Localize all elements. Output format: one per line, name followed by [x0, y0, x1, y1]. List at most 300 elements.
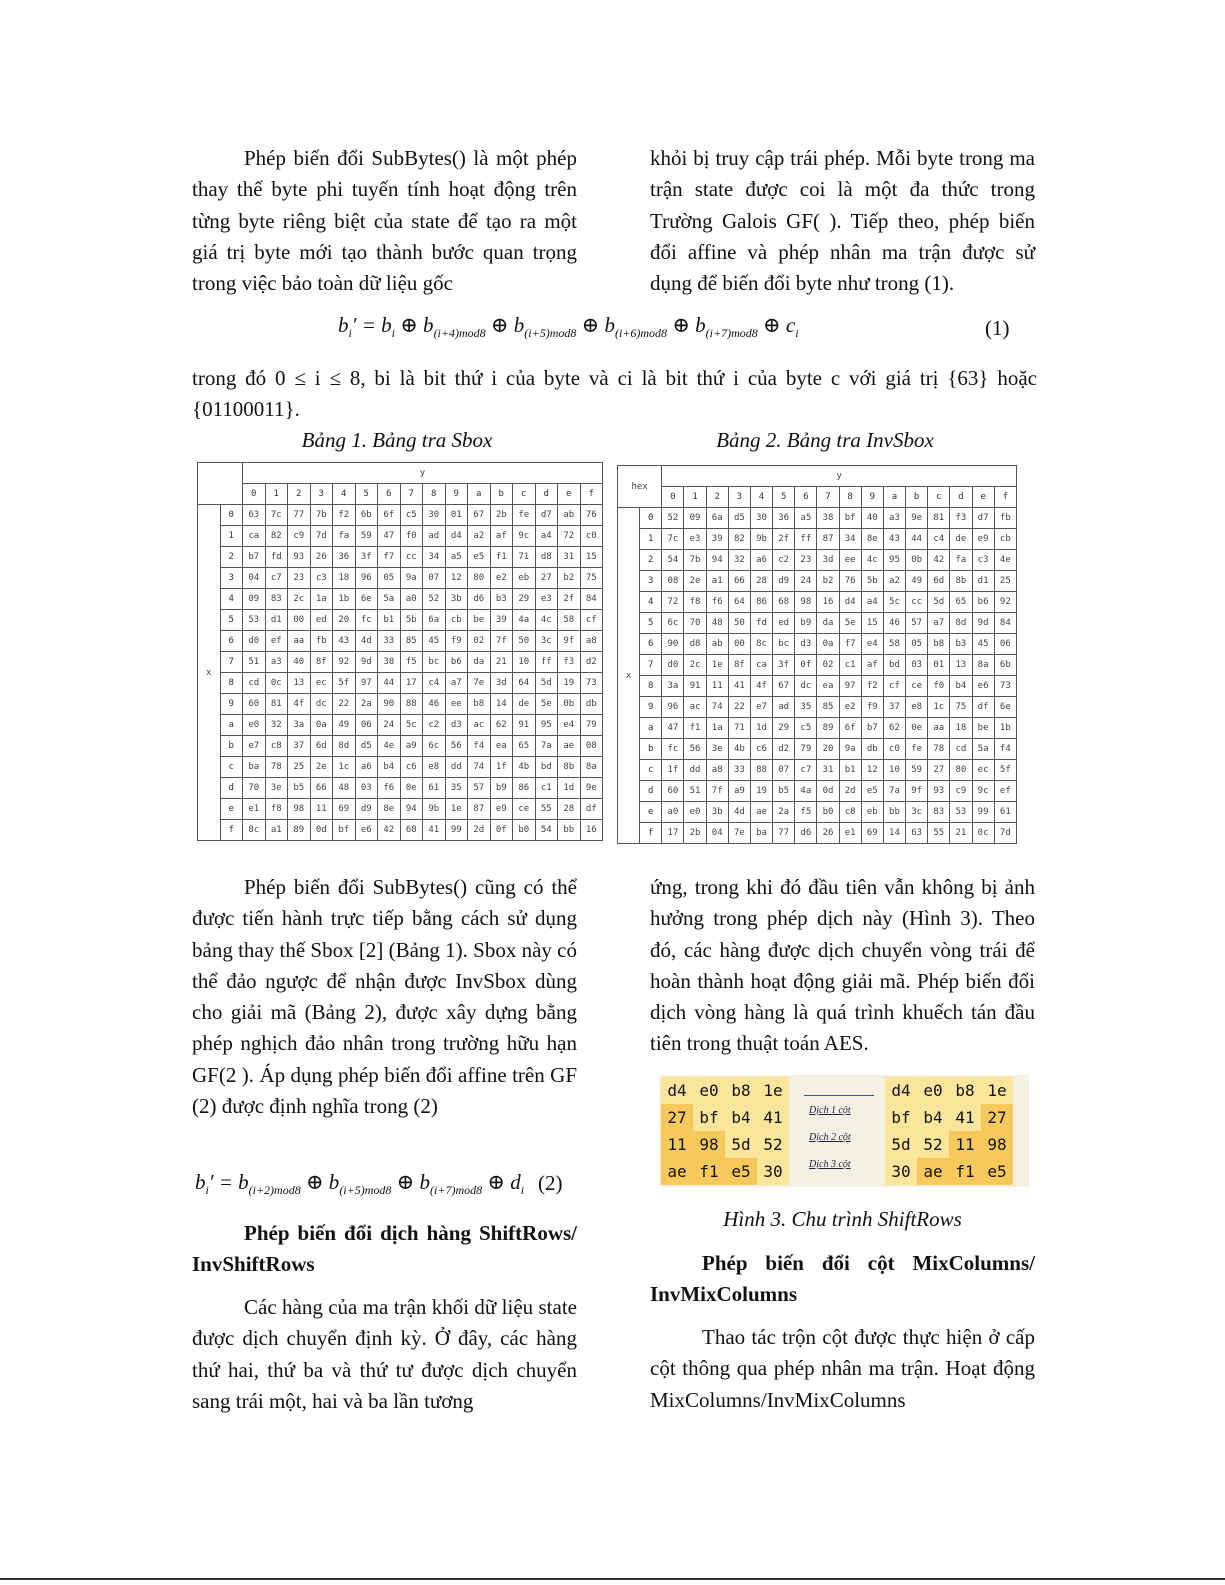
table-cell: fb [994, 508, 1016, 529]
table-cell: 11 [706, 676, 728, 697]
table-cell: d1 [265, 610, 288, 631]
table-cell: 85 [817, 697, 839, 718]
state-byte: e0 [917, 1077, 949, 1104]
table-cell: 87 [468, 799, 491, 820]
table-cell: 4e [994, 550, 1016, 571]
table-cell: 2f [558, 589, 581, 610]
table-cell: 25 [994, 571, 1016, 592]
table-cell: 4c [861, 550, 883, 571]
table-cell: d5 [355, 736, 378, 757]
table-cell: 26 [310, 547, 333, 568]
table-cell: 39 [490, 610, 513, 631]
table-cell: b8 [468, 694, 491, 715]
row-header: 9 [640, 697, 662, 718]
table-cell: 93 [288, 547, 311, 568]
table-cell: 0c [265, 673, 288, 694]
table-cell: 32 [265, 715, 288, 736]
table-row [618, 676, 1017, 697]
table-cell: 4d [355, 631, 378, 652]
table-cell: db [580, 694, 603, 715]
column-axis-label: y [662, 466, 1017, 487]
table-cell: 08 [662, 571, 684, 592]
table-cell: 78 [928, 739, 950, 760]
table-cell: 77 [288, 505, 311, 526]
table-row [618, 802, 1017, 823]
table-cell: e9 [972, 529, 994, 550]
state-byte: bf [885, 1104, 917, 1131]
table-cell: fa [950, 550, 972, 571]
table-cell: 9f [906, 781, 928, 802]
table-cell: d6 [468, 589, 491, 610]
table-cell: d9 [355, 799, 378, 820]
table-cell: bf [839, 508, 861, 529]
table-cell: c8 [839, 802, 861, 823]
state-byte: ae [917, 1158, 949, 1185]
table-cell: b4 [378, 757, 401, 778]
table-cell: cb [994, 529, 1016, 550]
table-cell: c2 [773, 550, 795, 571]
equation-1-number: (1) [985, 316, 1010, 340]
table-cell: af [861, 655, 883, 676]
table-cell: 73 [580, 673, 603, 694]
table-row [198, 736, 603, 757]
shiftrows-text-right [650, 872, 1035, 1060]
table-cell: 6b [355, 505, 378, 526]
table-cell: be [972, 718, 994, 739]
row-header: 8 [220, 673, 243, 694]
table-cell: c5 [795, 718, 817, 739]
table-cell: f4 [994, 739, 1016, 760]
arrow-row-0 [804, 1095, 874, 1096]
state-byte: b4 [725, 1104, 757, 1131]
table-cell: d2 [580, 652, 603, 673]
table-cell: aa [288, 631, 311, 652]
figure-3-caption: Hình 3. Chu trình ShiftRows [723, 1207, 962, 1231]
table-cell: 3e [706, 739, 728, 760]
subbytes-intro-right [650, 143, 1035, 299]
table-cell: 02 [817, 655, 839, 676]
table-cell: 8c [750, 634, 772, 655]
table-cell: 5a [972, 739, 994, 760]
table-cell: e2 [490, 568, 513, 589]
table-cell: e6 [355, 820, 378, 841]
table-cell: 62 [883, 718, 905, 739]
table-cell: 1f [662, 760, 684, 781]
table-cell: e9 [490, 799, 513, 820]
table-cell: f1 [490, 547, 513, 568]
table-cell: a8 [580, 631, 603, 652]
table-cell: c0 [883, 739, 905, 760]
table-cell: 97 [355, 673, 378, 694]
table-cell: 6e [355, 589, 378, 610]
table-cell: 50 [728, 613, 750, 634]
table-cell: 48 [333, 778, 356, 799]
table-cell: ef [265, 631, 288, 652]
table-cell: 5e [839, 613, 861, 634]
column-header: 8 [839, 487, 861, 508]
table-cell: 65 [513, 736, 536, 757]
table-cell: 6b [994, 655, 1016, 676]
table-cell: 34 [839, 529, 861, 550]
table-cell: b6 [972, 592, 994, 613]
table-cell: 53 [950, 802, 972, 823]
table-cell: a7 [445, 673, 468, 694]
table-cell: 2e [684, 571, 706, 592]
column-header: 7 [400, 484, 423, 505]
table-cell: ca [243, 526, 266, 547]
table-cell: 46 [423, 694, 446, 715]
table-cell: 5b [861, 571, 883, 592]
state-byte: ae [661, 1158, 693, 1185]
table-cell: 68 [400, 820, 423, 841]
table-cell: a2 [883, 571, 905, 592]
table-cell: 5d [928, 592, 950, 613]
table-corner [198, 463, 243, 505]
table-cell: 36 [333, 547, 356, 568]
table-cell: 43 [333, 631, 356, 652]
table-cell: b8 [928, 634, 950, 655]
table-cell: 25 [288, 757, 311, 778]
row-header: 7 [220, 652, 243, 673]
table-cell: a6 [355, 757, 378, 778]
table-cell: de [513, 694, 536, 715]
column-header: b [906, 487, 928, 508]
table-row [618, 508, 1017, 529]
column-header: 8 [423, 484, 446, 505]
table-cell: 3c [906, 802, 928, 823]
table-cell: 0e [906, 718, 928, 739]
table-cell: 23 [288, 568, 311, 589]
state-byte: 98 [693, 1131, 725, 1158]
table-cell: ee [839, 550, 861, 571]
table-cell: 35 [445, 778, 468, 799]
table-cell: 91 [684, 676, 706, 697]
table-row [618, 529, 1017, 550]
column-header: a [468, 484, 491, 505]
table-cell: 44 [378, 673, 401, 694]
row-header: 4 [220, 589, 243, 610]
column-header: 4 [333, 484, 356, 505]
table-cell: b9 [795, 613, 817, 634]
table-cell: 2c [288, 589, 311, 610]
table-cell: e5 [861, 781, 883, 802]
paragraph: Thao tác trộn cột được thực hiện ở cấp cột thông qua phép nhân ma trận. Hoạt động MixColumns/InvMixColumns [650, 1325, 1035, 1412]
table-cell: e3 [684, 529, 706, 550]
table-cell: 8d [333, 736, 356, 757]
state-byte: b8 [725, 1077, 757, 1104]
table-cell: 17 [662, 823, 684, 844]
table-cell: 09 [243, 589, 266, 610]
table-cell: 38 [817, 508, 839, 529]
table-cell: c8 [265, 736, 288, 757]
table-cell: 8b [558, 757, 581, 778]
table-cell: cb [445, 610, 468, 631]
table-cell: aa [928, 718, 950, 739]
table-cell: 39 [706, 529, 728, 550]
table-cell: 1e [706, 655, 728, 676]
table-cell: 6d [928, 571, 950, 592]
table-cell: ce [513, 799, 536, 820]
table-cell: d7 [535, 505, 558, 526]
row-header: e [640, 802, 662, 823]
state-byte: 27 [661, 1104, 693, 1131]
paragraph: ứng, trong khi đó đầu tiên vẫn không bị ảnh hưởng trong phép dịch này (Hình 3). Theo đó, các hàng được dịch chuyển vòng trái để hoàn thành hoạt động giải mã. Phép biến đổi dịch vòng hàng là quá trình khuếch tán đầu tiên trong thuật toán AES. [650, 875, 1035, 1056]
table-2-caption: Bảng 2. Bảng tra InvSbox [716, 428, 934, 452]
table-cell: b3 [950, 634, 972, 655]
table-cell: 8a [580, 757, 603, 778]
table-row [198, 820, 603, 841]
table-cell: e7 [243, 736, 266, 757]
table-cell: e8 [906, 697, 928, 718]
table-cell: c5 [400, 505, 423, 526]
table-cell: 81 [265, 694, 288, 715]
table-cell: 89 [817, 718, 839, 739]
table-cell: b7 [861, 718, 883, 739]
table-cell: 51 [243, 652, 266, 673]
table-cell: 5b [400, 610, 423, 631]
table-cell: cc [906, 592, 928, 613]
table-cell: 92 [994, 592, 1016, 613]
table-cell: c6 [750, 739, 772, 760]
table-cell: c7 [265, 568, 288, 589]
column-header: 9 [861, 487, 883, 508]
row-header: 8 [640, 676, 662, 697]
table-cell: dd [445, 757, 468, 778]
row-header: 3 [220, 568, 243, 589]
table-row [198, 799, 603, 820]
row-header: a [640, 718, 662, 739]
table-cell: 65 [950, 592, 972, 613]
table-cell: 5e [535, 694, 558, 715]
table-cell: 95 [535, 715, 558, 736]
table-cell: 92 [333, 652, 356, 673]
table-cell: 6c [423, 736, 446, 757]
table-cell: 07 [773, 760, 795, 781]
state-byte: 11 [949, 1131, 981, 1158]
table-cell: 46 [883, 613, 905, 634]
row-header: 6 [220, 631, 243, 652]
table-cell: 0f [490, 820, 513, 841]
table-cell: 26 [817, 823, 839, 844]
table-cell: 15 [580, 547, 603, 568]
table-cell: 01 [445, 505, 468, 526]
table-cell: 9d [972, 613, 994, 634]
row-axis-label: x [618, 508, 640, 844]
state-byte: b8 [949, 1077, 981, 1104]
table-cell: df [580, 799, 603, 820]
table-cell: 33 [378, 631, 401, 652]
table-cell: 0d [817, 781, 839, 802]
table-cell: 98 [288, 799, 311, 820]
table-cell: 4d [728, 802, 750, 823]
table-cell: 09 [684, 508, 706, 529]
table-row [618, 739, 1017, 760]
table-cell: 4a [513, 610, 536, 631]
table-cell: c1 [535, 778, 558, 799]
table-cell: 63 [243, 505, 266, 526]
table-cell: b1 [378, 610, 401, 631]
table-cell: 14 [883, 823, 905, 844]
table-cell: 4b [513, 757, 536, 778]
table-cell: 58 [883, 634, 905, 655]
table-cell: e8 [423, 757, 446, 778]
table-cell: 3c [535, 631, 558, 652]
table-cell: 01 [928, 655, 950, 676]
table-cell: bc [423, 652, 446, 673]
table-cell: 1d [558, 778, 581, 799]
table-cell: a1 [706, 571, 728, 592]
table-cell: 78 [265, 757, 288, 778]
row-header: 0 [640, 508, 662, 529]
table-row [618, 634, 1017, 655]
table-cell: 5f [994, 760, 1016, 781]
table-cell: 34 [423, 547, 446, 568]
table-cell: 7d [994, 823, 1016, 844]
table-cell: f9 [445, 631, 468, 652]
table-cell: 37 [288, 736, 311, 757]
table-cell: 79 [580, 715, 603, 736]
row-header: 1 [220, 526, 243, 547]
table-cell: 24 [378, 715, 401, 736]
row-header: 4 [640, 592, 662, 613]
arrow-label-2: Dịch 2 cột [809, 1132, 851, 1143]
table-cell: bd [535, 757, 558, 778]
table-cell: 28 [558, 799, 581, 820]
table-cell: f5 [400, 652, 423, 673]
equation-2-number: (2) [538, 1171, 563, 1195]
table-cell: ea [817, 676, 839, 697]
table-cell: dd [684, 760, 706, 781]
table-cell: 17 [400, 673, 423, 694]
table-cell: e4 [861, 634, 883, 655]
column-header: e [558, 484, 581, 505]
table-cell: f3 [558, 652, 581, 673]
table-cell: 21 [950, 823, 972, 844]
page-bottom-rule [0, 1578, 1225, 1580]
table-cell: 16 [580, 820, 603, 841]
table-cell: 36 [773, 508, 795, 529]
table-cell: 7f [706, 781, 728, 802]
table-row [618, 550, 1017, 571]
table-cell: 88 [750, 760, 772, 781]
table-row [198, 652, 603, 673]
table-cell: ad [773, 697, 795, 718]
table-cell: b2 [558, 568, 581, 589]
table-cell: d0 [243, 631, 266, 652]
table-cell: fb [310, 631, 333, 652]
table-cell: f9 [861, 697, 883, 718]
table-cell: a3 [265, 652, 288, 673]
table-cell: 8e [861, 529, 883, 550]
table-cell: 1c [928, 697, 950, 718]
state-after-grid [885, 1077, 1013, 1185]
table-cell: bd [883, 655, 905, 676]
table-cell: 06 [994, 634, 1016, 655]
table-cell: 14 [490, 694, 513, 715]
column-header: 0 [243, 484, 266, 505]
table-cell: f2 [861, 676, 883, 697]
row-header: 0 [220, 505, 243, 526]
column-header: 2 [288, 484, 311, 505]
table-row [618, 697, 1017, 718]
table-cell: 72 [662, 592, 684, 613]
table-cell: 30 [423, 505, 446, 526]
table-cell: ad [423, 526, 446, 547]
table-cell: 5c [883, 592, 905, 613]
table-cell: 96 [662, 697, 684, 718]
table-cell: 4f [288, 694, 311, 715]
table-cell: a8 [706, 760, 728, 781]
table-cell: 1a [706, 718, 728, 739]
table-cell: 74 [706, 697, 728, 718]
table-cell: 59 [906, 760, 928, 781]
table-cell: da [468, 652, 491, 673]
table-cell: f8 [265, 799, 288, 820]
table-cell: 05 [378, 568, 401, 589]
table-cell: 03 [906, 655, 928, 676]
table-cell: 2c [684, 655, 706, 676]
column-header: 2 [706, 487, 728, 508]
arrow-label-1: Dịch 1 cột [809, 1105, 851, 1116]
table-cell: ed [773, 613, 795, 634]
table-cell: 49 [333, 715, 356, 736]
table-cell: e6 [972, 676, 994, 697]
table-cell: 0b [558, 694, 581, 715]
table-cell: 18 [333, 568, 356, 589]
table-cell: fe [513, 505, 536, 526]
table-cell: 02 [468, 631, 491, 652]
table-cell: f6 [706, 592, 728, 613]
table-cell: 0c [972, 823, 994, 844]
state-byte: 27 [981, 1104, 1013, 1131]
table-cell: 6a [423, 610, 446, 631]
table-cell: d8 [535, 547, 558, 568]
table-cell: e0 [684, 802, 706, 823]
state-byte: d4 [661, 1077, 693, 1104]
table-cell: d4 [839, 592, 861, 613]
table-cell: df [972, 697, 994, 718]
table-cell: 1a [310, 589, 333, 610]
table-cell: c4 [928, 529, 950, 550]
table-cell: 1d [750, 718, 772, 739]
table-row [618, 781, 1017, 802]
table-cell: a1 [265, 820, 288, 841]
row-header: 2 [640, 550, 662, 571]
table-cell: eb [513, 568, 536, 589]
table-cell: 57 [906, 613, 928, 634]
table-cell: c7 [795, 760, 817, 781]
table-cell: 2d [468, 820, 491, 841]
table-cell: 9a [839, 739, 861, 760]
row-header: d [220, 778, 243, 799]
table-1-caption: Bảng 1. Bảng tra Sbox [301, 428, 493, 452]
table-cell: ab [558, 505, 581, 526]
row-header: 5 [220, 610, 243, 631]
table-row [618, 718, 1017, 739]
equation-1: $b_i' = b_i$ ⊕ $b_{(i+4)mod8}$ ⊕ $b_{(i+5)mod8}$ ⊕ $b_{(i+6)mod8}$ ⊕ $b_{(i+7)mod8}$ ⊕ $c_i$ [338, 313, 799, 341]
table-cell: 96 [355, 568, 378, 589]
table-cell: f3 [950, 508, 972, 529]
column-header: 6 [795, 487, 817, 508]
table-cell: b4 [950, 676, 972, 697]
state-byte: 41 [757, 1104, 789, 1131]
table-cell: 22 [728, 697, 750, 718]
state-byte: 5d [725, 1131, 757, 1158]
row-header: 2 [220, 547, 243, 568]
row-header: b [640, 739, 662, 760]
table-cell: 23 [795, 550, 817, 571]
table-cell: 45 [423, 631, 446, 652]
